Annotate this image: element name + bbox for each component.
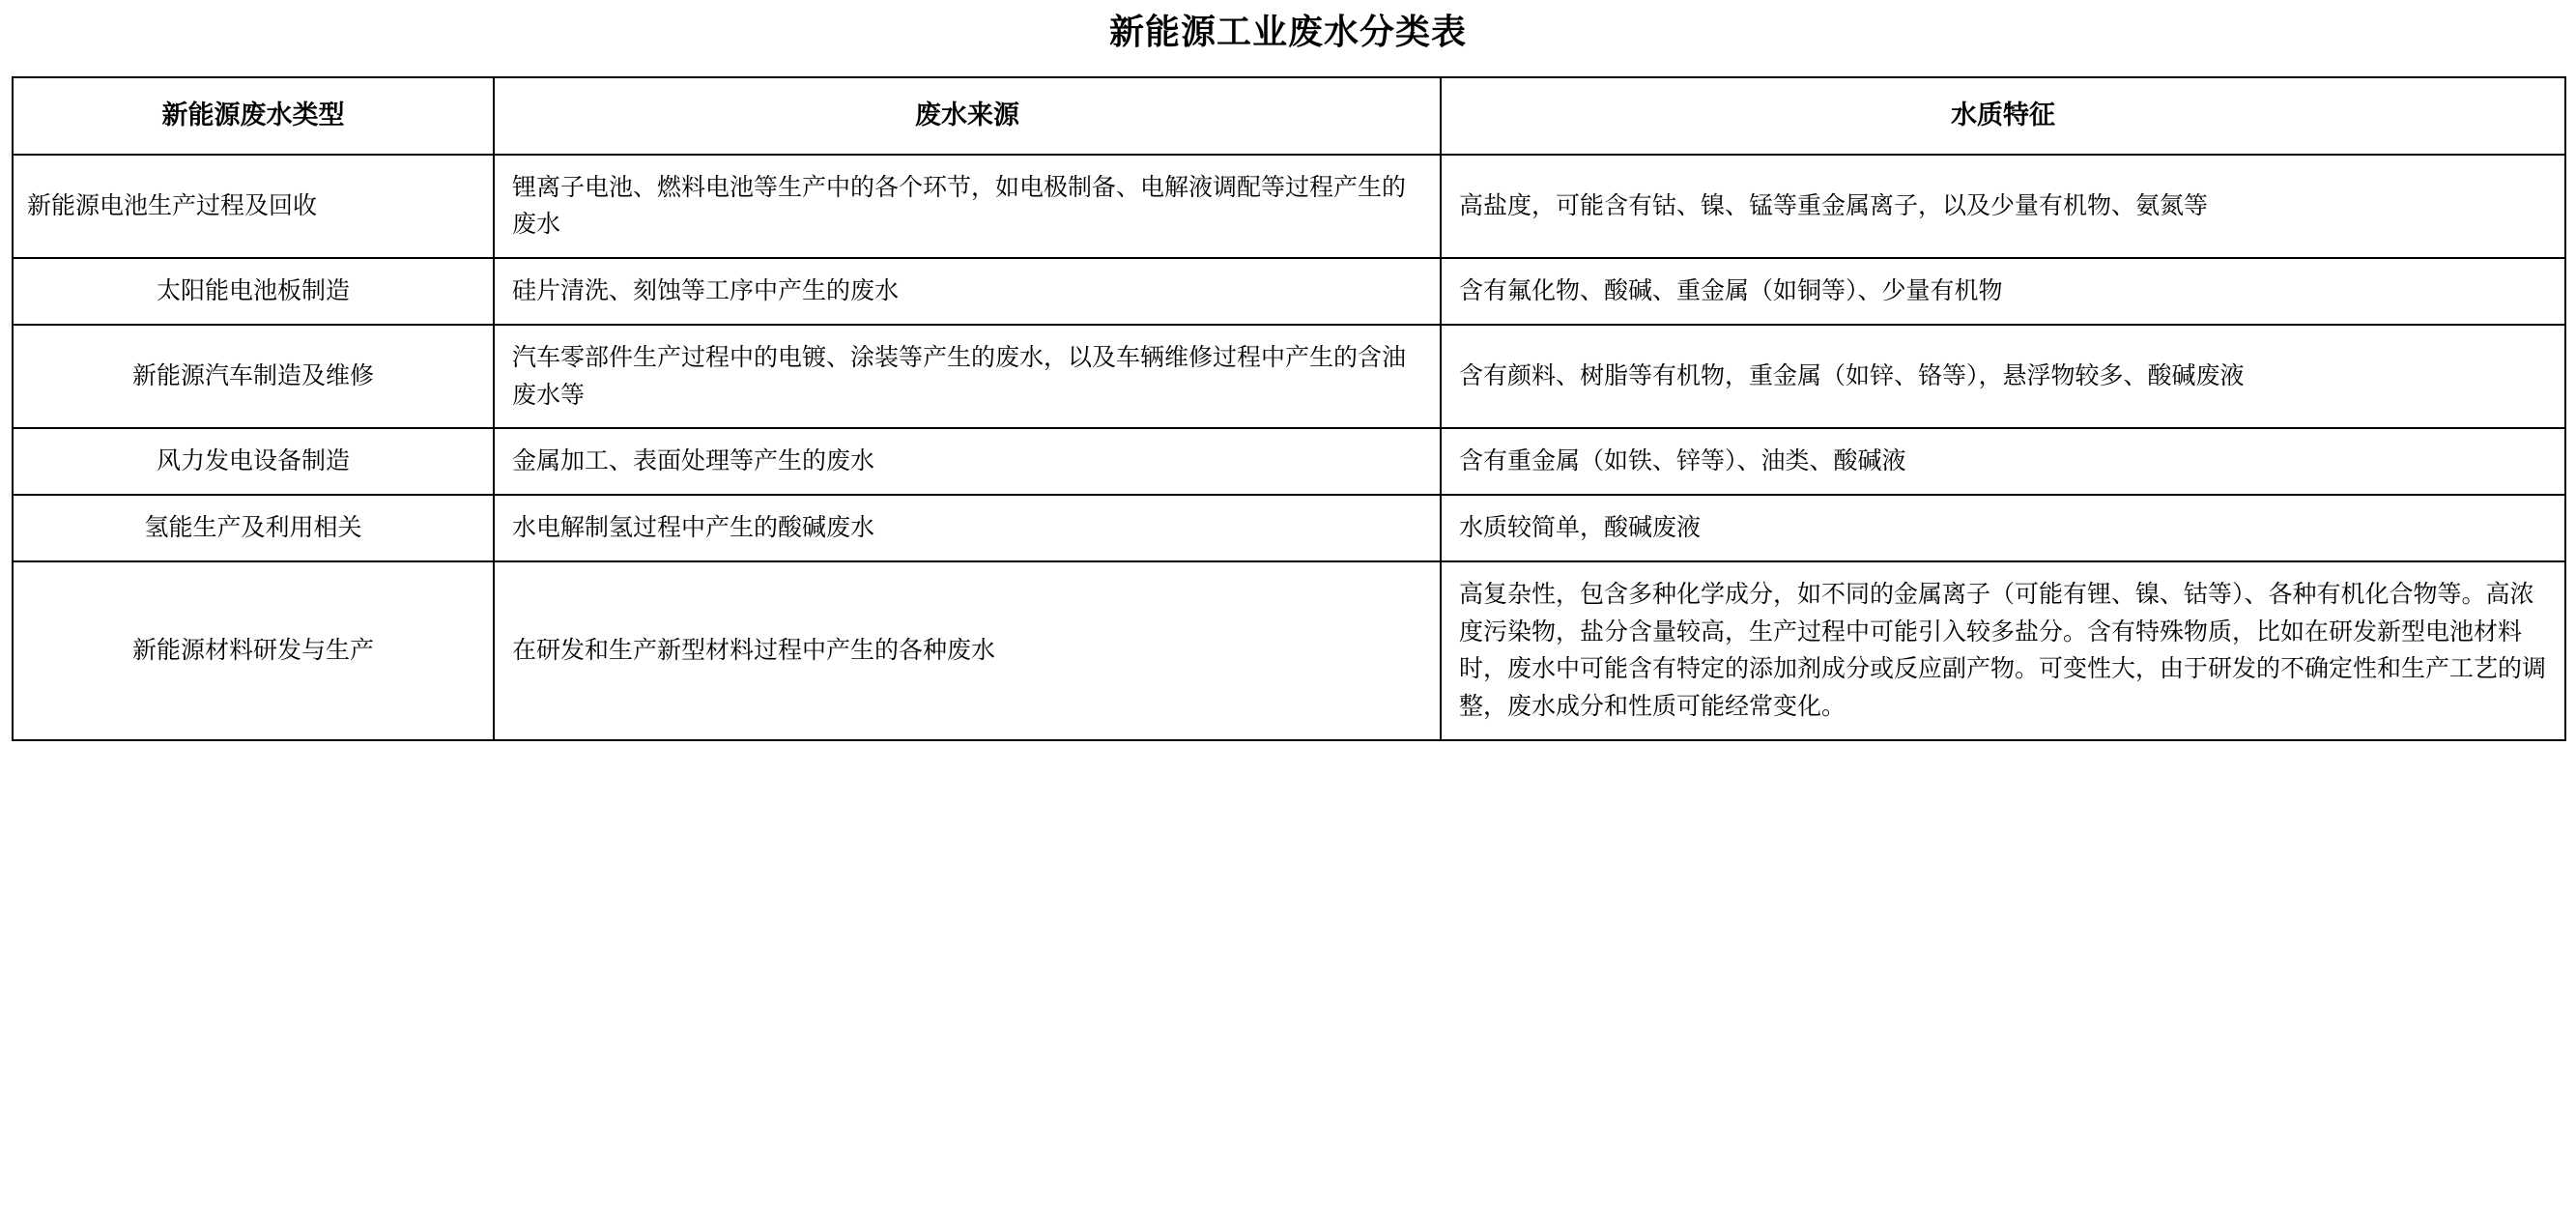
table-header-row	[13, 77, 2565, 155]
table-row	[13, 495, 2565, 561]
column-header-source: 废水来源	[494, 77, 1441, 155]
table-body	[13, 155, 2565, 740]
cell-source: 金属加工、表面处理等产生的废水	[494, 428, 1441, 495]
wastewater-classification-table	[12, 76, 2566, 741]
cell-source: 在研发和生产新型材料过程中产生的各种废水	[494, 561, 1441, 740]
cell-quality: 含有颜料、树脂等有机物，重金属（如锌、铬等），悬浮物较多、酸碱废液	[1441, 325, 2565, 429]
column-header-quality: 水质特征	[1441, 77, 2565, 155]
cell-type: 新能源汽车制造及维修	[13, 325, 494, 429]
cell-source: 锂离子电池、燃料电池等生产中的各个环节，如电极制备、电解液调配等过程产生的废水	[494, 155, 1441, 259]
table-row	[13, 258, 2565, 325]
cell-source: 硅片清洗、刻蚀等工序中产生的废水	[494, 258, 1441, 325]
cell-source: 水电解制氢过程中产生的酸碱废水	[494, 495, 1441, 561]
cell-type: 太阳能电池板制造	[13, 258, 494, 325]
table-row	[13, 428, 2565, 495]
cell-type: 新能源电池生产过程及回收	[13, 155, 494, 259]
table-row	[13, 325, 2565, 429]
cell-type: 风力发电设备制造	[13, 428, 494, 495]
cell-type: 新能源材料研发与生产	[13, 561, 494, 740]
table-header	[13, 77, 2565, 155]
column-header-type: 新能源废水类型	[13, 77, 494, 155]
cell-quality: 高复杂性，包含多种化学成分，如不同的金属离子（可能有锂、镍、钴等）、各种有机化合物等。高浓度污染物，盐分含量较高，生产过程中可能引入较多盐分。含有特殊物质，比如在研发新型电池材料时，废水中可能含有特定的添加剂成分或反应副产物。可变性大，由于研发的不确定性和生产工艺的调整，废水成分和性质可能经常变化。	[1441, 561, 2565, 740]
table-row	[13, 561, 2565, 740]
page-title: 新能源工业废水分类表	[1108, 12, 1467, 51]
cell-type: 氢能生产及利用相关	[13, 495, 494, 561]
cell-source: 汽车零部件生产过程中的电镀、涂装等产生的废水，以及车辆维修过程中产生的含油废水等	[494, 325, 1441, 429]
cell-quality: 水质较简单，酸碱废液	[1441, 495, 2565, 561]
cell-quality: 含有重金属（如铁、锌等）、油类、酸碱液	[1441, 428, 2565, 495]
table-row	[13, 155, 2565, 259]
cell-quality: 高盐度，可能含有钴、镍、锰等重金属离子，以及少量有机物、氨氮等	[1441, 155, 2565, 259]
cell-quality: 含有氟化物、酸碱、重金属（如铜等）、少量有机物	[1441, 258, 2565, 325]
